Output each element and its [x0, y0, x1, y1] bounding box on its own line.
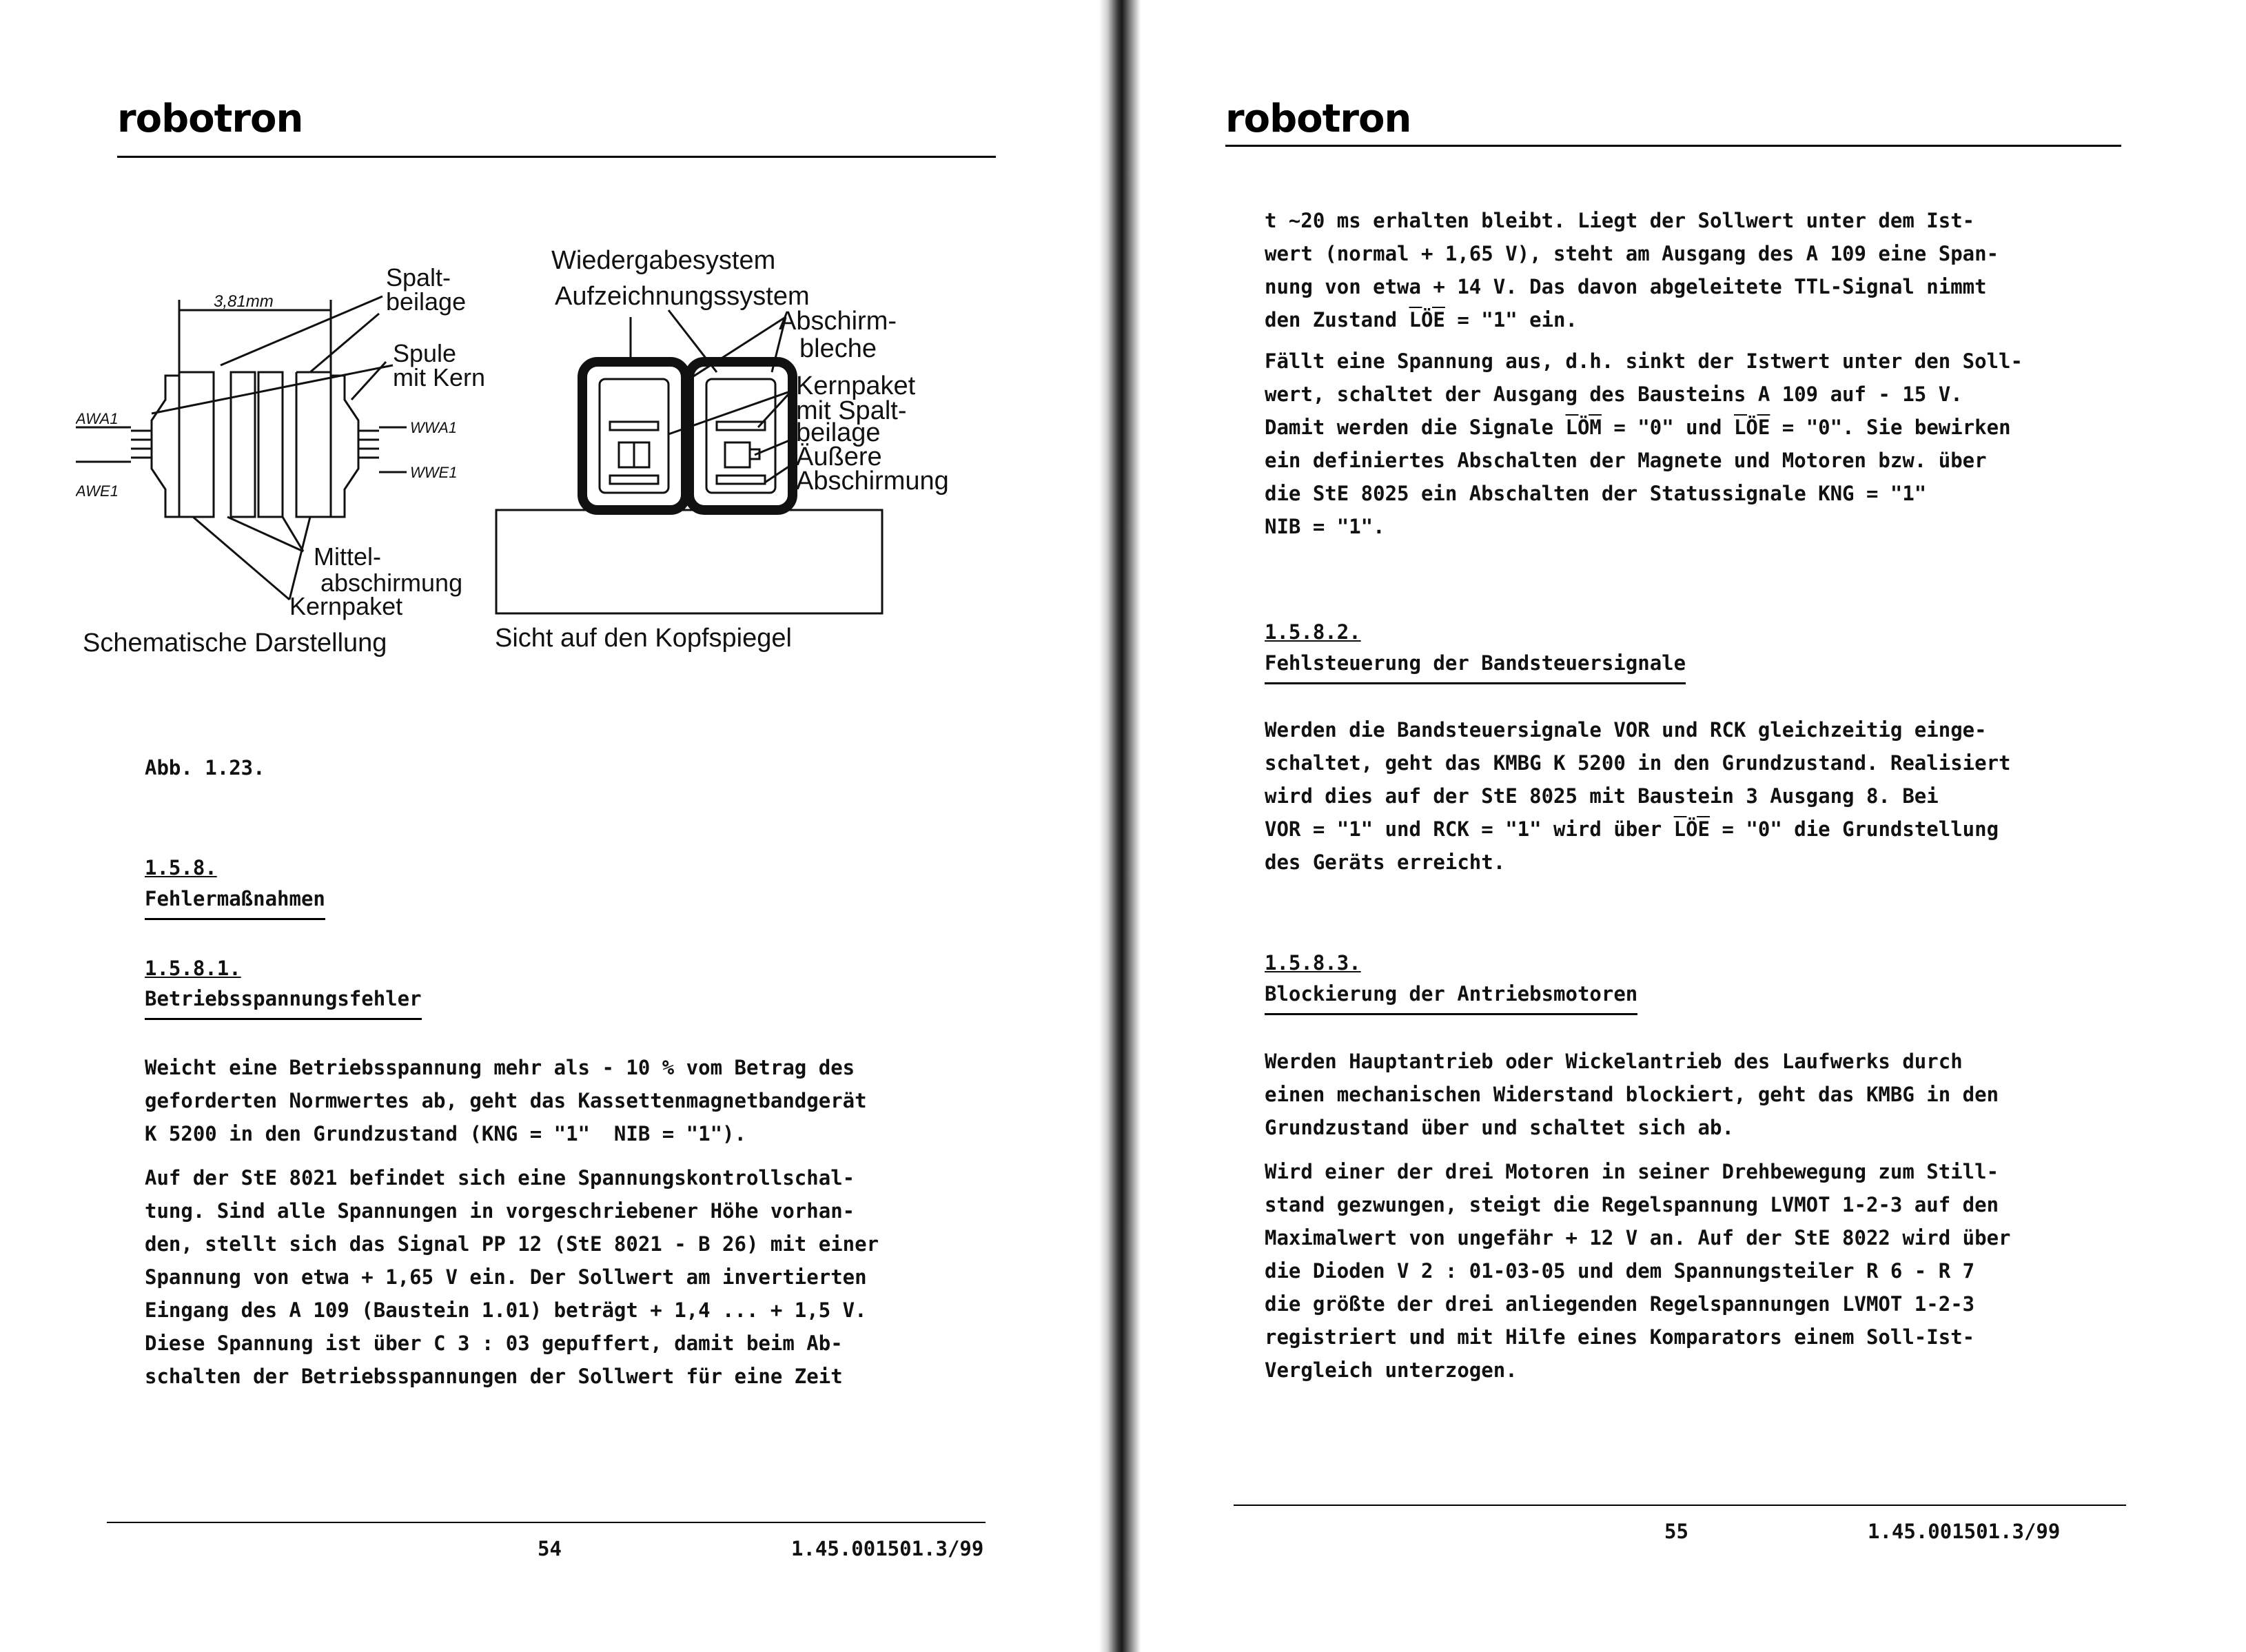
text-fragment: den Zustand	[1265, 308, 1409, 332]
text-line: Wird einer der drei Motoren in seiner Drehbewegung zum Still-	[1265, 1160, 1999, 1183]
label-spule: Spule	[393, 339, 457, 367]
section-title: Betriebsspannungsfehler	[145, 982, 422, 1020]
robotron-logo: robotron	[1225, 96, 1411, 141]
text-line: tung. Sind alle Spannungen in vorgeschriebener Höhe vorhan-	[145, 1199, 855, 1223]
label-wiedergabe: Wiedergabesystem	[551, 246, 776, 275]
section-number: 1.5.8.1.	[145, 957, 241, 980]
label-kernpaket: Kernpaket	[289, 592, 403, 620]
label-wwa1: WWA1	[410, 419, 458, 436]
text-line: Werden die Bandsteuersignale VOR und RCK gleichzeitig einge-	[1265, 718, 1987, 742]
label-mit-kern: mit Kern	[393, 363, 486, 391]
text-line: die StE 8025 ein Abschalten der Statussignale KNG = "1"	[1265, 482, 1927, 505]
text-line: Weicht eine Betriebsspannung mehr als - 10 % vom Betrag des	[145, 1056, 855, 1079]
text-line: Fällt eine Spannung aus, d.h. sinkt der Istwert unter den Soll-	[1265, 349, 2023, 373]
text-line	[1265, 411, 2023, 444]
text-line: geforderten Normwertes ab, geht das Kassettenmagnetbandgerät	[145, 1089, 867, 1112]
text-line: wird dies auf der StE 8025 mit Baustein 3 Ausgang 8. Bei	[1265, 784, 1939, 808]
label-aufzeichnung: Aufzeichnungssystem	[555, 282, 810, 311]
text-line: wert, schaltet der Ausgang des Bausteins A 109 auf - 15 V.	[1265, 383, 1963, 406]
text-line: Werden Hauptantrieb oder Wickelantrieb des Laufwerks durch	[1265, 1050, 1963, 1073]
text-line: nung von etwa + 14 V. Das davon abgeleitete TTL-Signal nimmt	[1265, 275, 1987, 298]
signal-loem: $\overline{LÖM}$	[1565, 416, 1602, 439]
section-number: 1.5.8.2.	[1265, 620, 1361, 644]
paragraph	[1265, 1045, 1999, 1144]
signal-loe: $\overline{LÖE}$	[1733, 416, 1770, 439]
text-line: einen mechanischen Widerstand blockiert, geht das KMBG in den	[1265, 1083, 1999, 1106]
figure-caption: Abb. 1.23.	[145, 756, 265, 779]
footer-rule	[107, 1522, 986, 1523]
text-fragment: = "0" und	[1601, 416, 1734, 439]
text-line: wert (normal + 1,65 V), steht am Ausgang des A 109 eine Span-	[1265, 242, 1999, 265]
label-wwe1: WWE1	[410, 464, 458, 481]
section-number: 1.5.8.	[145, 856, 217, 879]
text-fragment: = "1" ein.	[1444, 308, 1578, 332]
text-line: Eingang des A 109 (Baustein 1.01) beträgt + 1,4 ... + 1,5 V.	[145, 1298, 867, 1322]
text-line	[1265, 813, 2011, 846]
text-line: Maximalwert von ungefähr + 12 V an. Auf der StE 8022 wird über	[1265, 1226, 2011, 1250]
paragraph	[1265, 345, 2023, 543]
label-beilage: beilage	[386, 287, 467, 316]
text-line	[1265, 303, 1999, 336]
dim-label: 3,81mm	[214, 292, 274, 311]
signal-loe: $\overline{LÖE}$	[1409, 308, 1445, 332]
text-fragment: VOR = "1" und RCK = "1" wird über	[1265, 817, 1674, 841]
text-line: t ∼20 ms erhalten bleibt. Liegt der Sollwert unter dem Ist-	[1265, 209, 1975, 232]
text-fragment: Damit werden die Signale	[1265, 416, 1566, 439]
doc-number: 1.45.001501.3/99	[1868, 1520, 2061, 1543]
paragraph	[1265, 204, 1999, 336]
doc-number: 1.45.001501.3/99	[791, 1537, 984, 1560]
paragraph	[145, 1161, 879, 1393]
text-line: stand gezwungen, steigt die Regelspannung LVMOT 1-2-3 auf den	[1265, 1193, 1999, 1216]
page-number: 54	[538, 1537, 562, 1560]
section-title: Blockierung der Antriebsmotoren	[1265, 977, 1637, 1015]
label-beilage2: beilage	[796, 418, 881, 447]
text-line: Grundzustand über und schaltet sich ab.	[1265, 1116, 1734, 1139]
header-rule	[117, 156, 996, 158]
page-number: 55	[1664, 1520, 1688, 1543]
label-mit-spalt: mit Spalt-	[796, 396, 907, 425]
paragraph	[1265, 1155, 2011, 1387]
text-line: Spannung von etwa + 1,65 V ein. Der Sollwert am invertierten	[145, 1265, 867, 1289]
text-fragment: = "0" die Grundstellung	[1710, 817, 1999, 841]
text-line: die größte der drei anliegenden Regelspannungen LVMOT 1-2-3	[1265, 1292, 1975, 1316]
right-page	[1123, 0, 2246, 1652]
robotron-logo: robotron	[117, 96, 303, 141]
section-title: Fehlsteuerung der Bandsteuersignale	[1265, 646, 1686, 684]
text-line: Diese Spannung ist über C 3 : 03 gepuffert, damit beim Ab-	[145, 1332, 843, 1355]
text-line: den, stellt sich das Signal PP 12 (StE 8021 - B 26) mit einer	[145, 1232, 879, 1256]
section-title: Fehlermaßnahmen	[145, 882, 325, 920]
label-kernpaket2: Kernpaket	[796, 371, 916, 400]
label-abschirmung2: Abschirmung	[796, 467, 949, 496]
label-abschirm: Abschirm-	[779, 307, 897, 336]
label-awa1: AWA1	[76, 410, 119, 427]
text-line: Auf der StE 8021 befindet sich eine Spannungskontrollschal-	[145, 1166, 855, 1190]
label-bleche: bleche	[799, 334, 877, 363]
caption-mirror: Sicht auf den Kopfspiegel	[495, 624, 792, 653]
label-mittel: Mittel-	[314, 542, 381, 571]
caption-schematic: Schematische Darstellung	[83, 629, 387, 657]
head-mirror-figure	[482, 241, 979, 627]
section-number: 1.5.8.3.	[1265, 951, 1361, 975]
label-awe1: AWE1	[76, 482, 119, 500]
label-abschirmung: abschirmung	[320, 569, 463, 597]
signal-loe: $\overline{LÖE}$	[1673, 817, 1711, 841]
text-line: NIB = "1".	[1265, 515, 1385, 538]
label-aeussere: Äußere	[796, 442, 882, 471]
header-rule	[1225, 145, 2121, 147]
label-spalt: Spalt-	[386, 263, 451, 292]
text-line: schaltet, geht das KMBG K 5200 in den Grundzustand. Realisiert	[1265, 751, 2011, 775]
text-line: registriert und mit Hilfe eines Komparators einem Soll-Ist-	[1265, 1325, 1975, 1349]
footer-rule	[1234, 1505, 2126, 1506]
head-schematic-figure	[76, 262, 503, 675]
text-line: ein definiertes Abschalten der Magnete und Motoren bzw. über	[1265, 449, 1987, 472]
text-line: schalten der Betriebsspannungen der Sollwert für eine Zeit	[145, 1365, 843, 1388]
text-line: Vergleich unterzogen.	[1265, 1358, 1518, 1382]
paragraph	[145, 1051, 867, 1150]
text-line: die Dioden V 2 : 01-03-05 und dem Spannungsteiler R 6 - R 7	[1265, 1259, 1975, 1283]
paragraph	[1265, 713, 2011, 879]
text-fragment: = "0". Sie bewirken	[1770, 416, 2011, 439]
left-page	[0, 0, 1110, 1652]
text-line: des Geräts erreicht.	[1265, 850, 1506, 874]
text-line: K 5200 in den Grundzustand (KNG = "1" NIB = "1").	[145, 1122, 746, 1145]
